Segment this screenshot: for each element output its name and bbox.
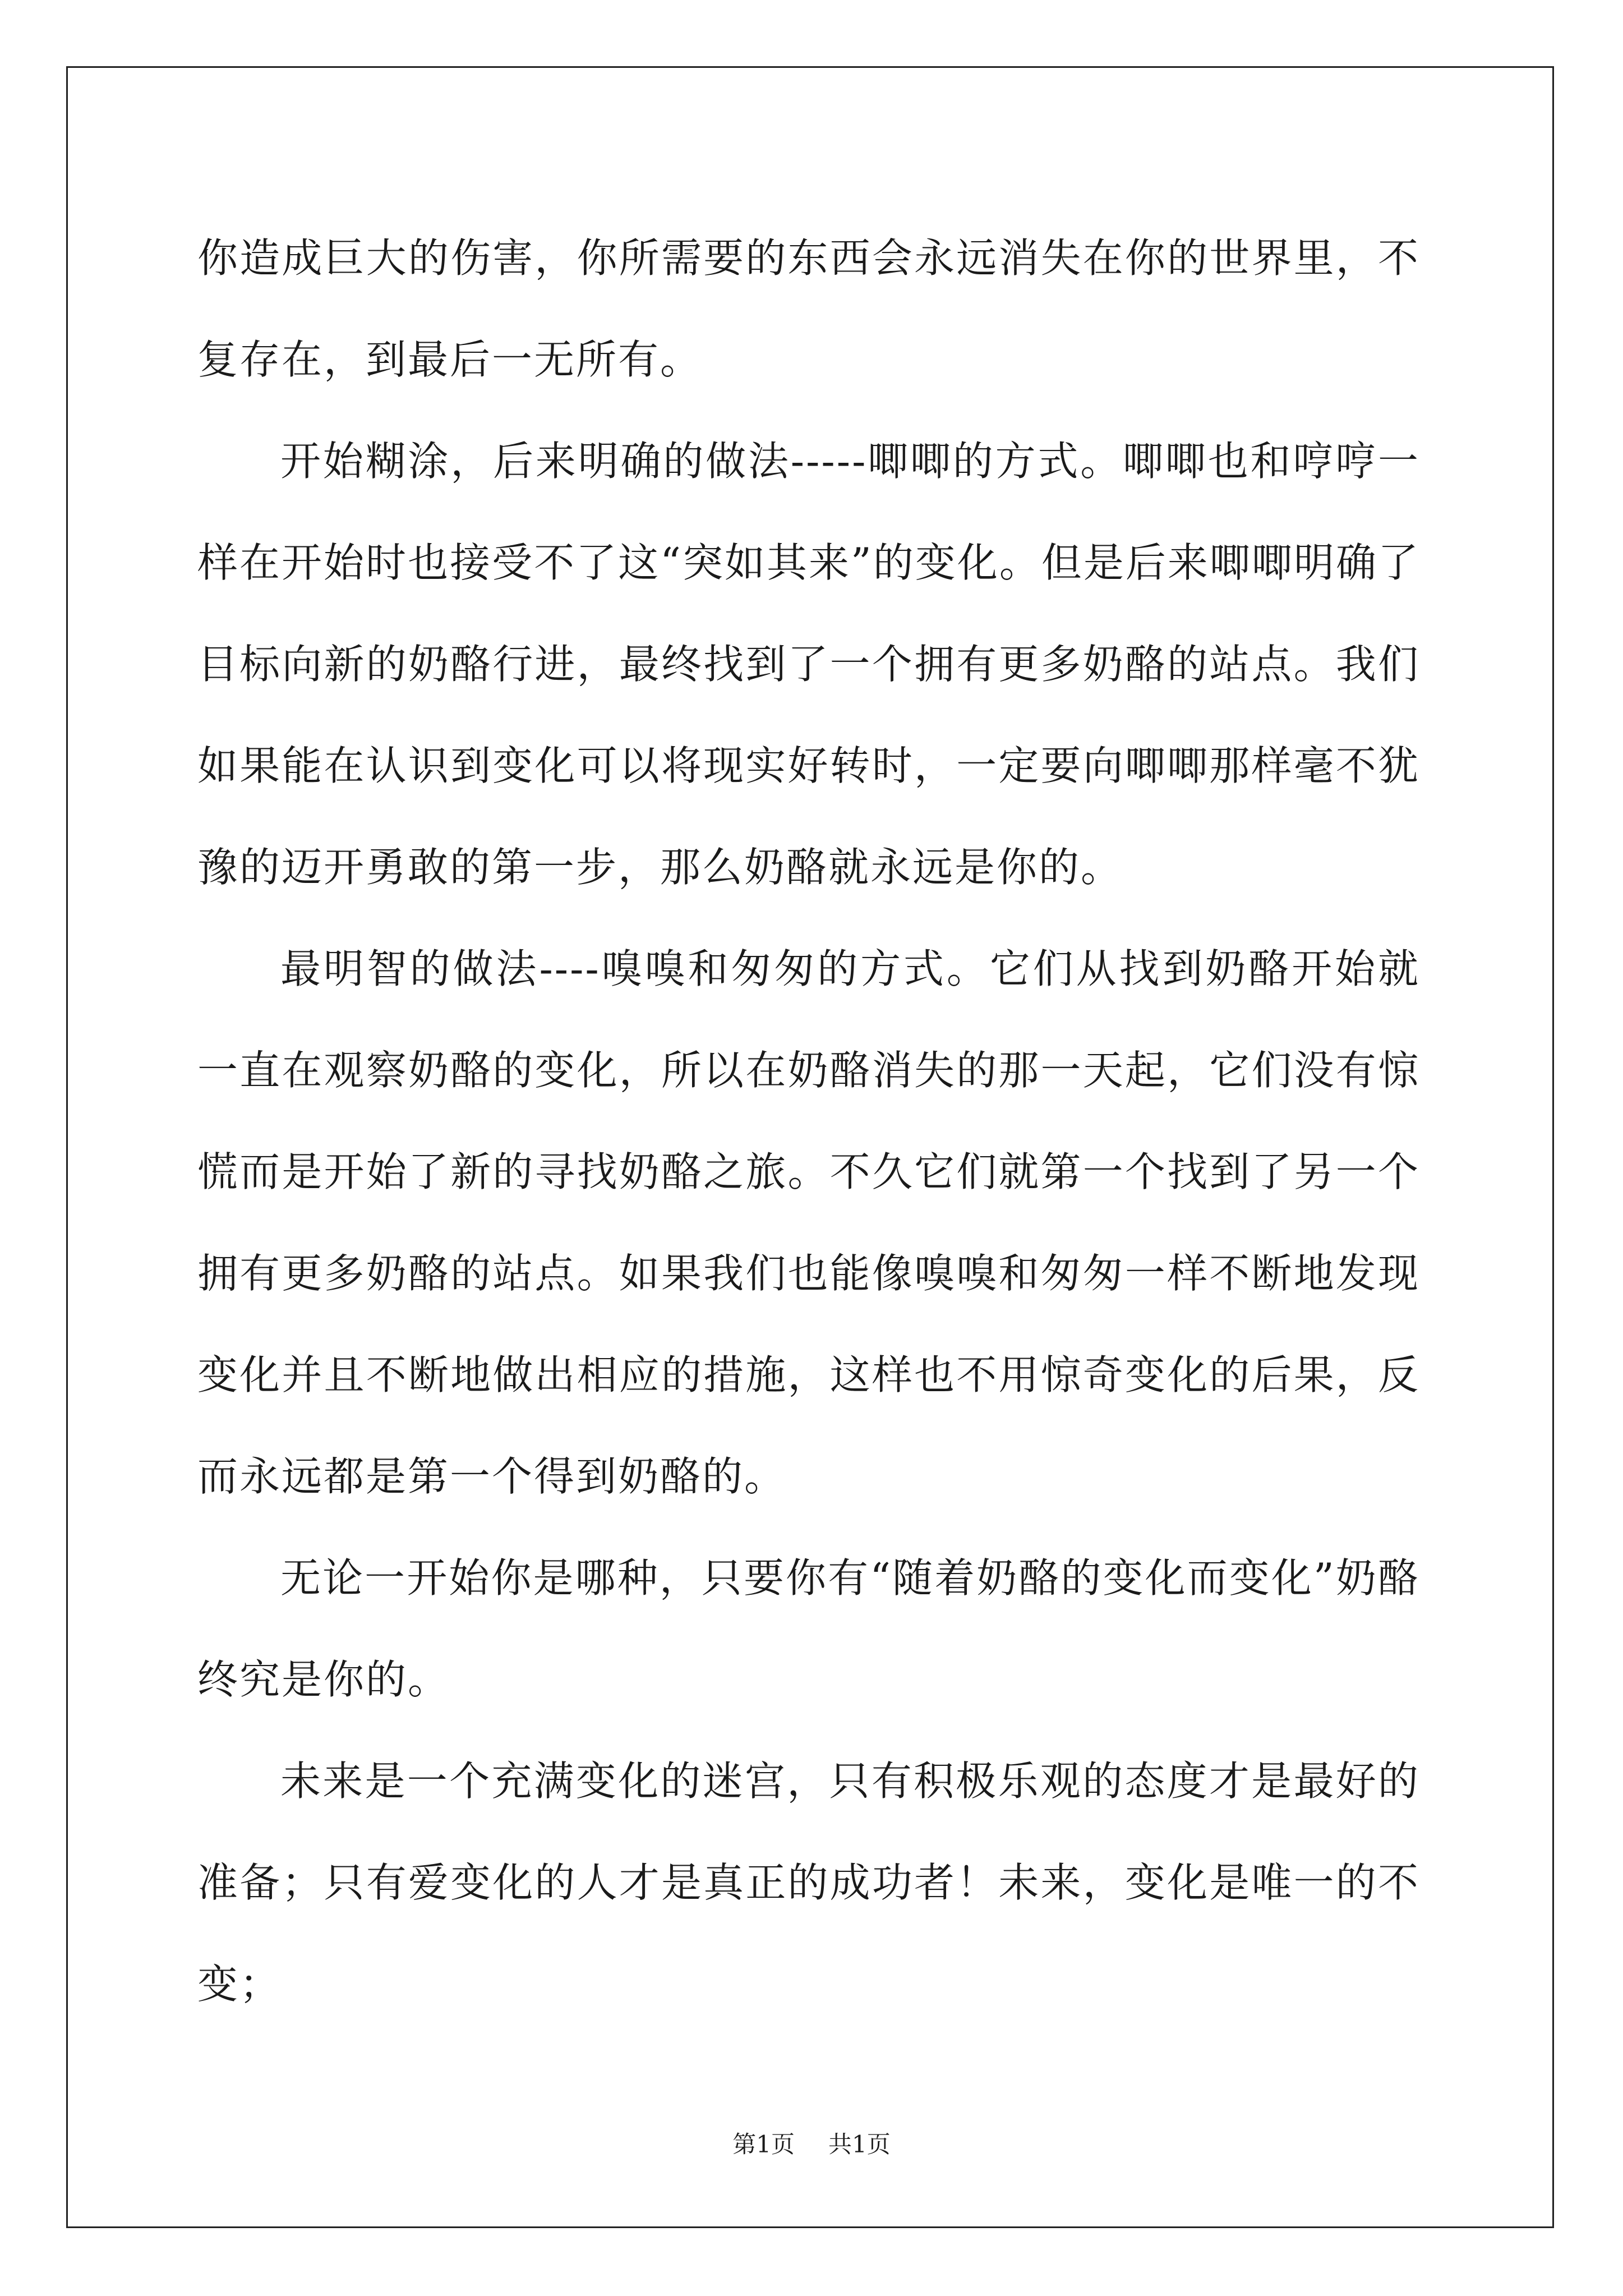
page-total: 共1页	[828, 2131, 891, 2158]
paragraph-4: 无论一开始你是哪种，只要你有“随着奶酪的变化而变化”奶酪终究是你的。	[197, 1554, 1420, 1703]
page-footer	[0, 2126, 1623, 2160]
paragraph-3: 最明智的做法----嗅嗅和匆匆的方式。它们从找到奶酪开始就一直在观察奶酪的变化，所以在奶酪消失的那一天起，它们没有惊慌而是开始了新的寻找奶酪之旅。不久它们就第一个找到了另一个拥有更多奶酪的站点。如果我们也能像嗅嗅和匆匆一样不断地发现变化并且不断地做出相应的措施，这样也不用惊奇变化的后果，反而永远都是第一个得到奶酪的。	[197, 945, 1420, 1500]
paragraph-1: 你造成巨大的伤害，你所需要的东西会永远消失在你的世界里，不复存在，到最后一无所有。	[197, 234, 1420, 383]
document-body	[197, 208, 1420, 2035]
paragraph-2: 开始糊涂，后来明确的做法-----唧唧的方式。唧唧也和哼哼一样在开始时也接受不了这“突如其来”的变化。但是后来唧唧明确了目标向新的奶酪行进，最终找到了一个拥有更多奶酪的站点。我们如果能在认识到变化可以将现实好转时，一定要向唧唧那样毫不犹豫的迈开勇敢的第一步，那么奶酪就永远是你的。	[197, 438, 1420, 891]
paragraph-5: 未来是一个充满变化的迷宫，只有积极乐观的态度才是最好的准备；只有爱变化的人才是真正的成功者！未来，变化是唯一的不变；	[197, 1757, 1420, 2008]
page-number: 第1页	[732, 2131, 795, 2158]
